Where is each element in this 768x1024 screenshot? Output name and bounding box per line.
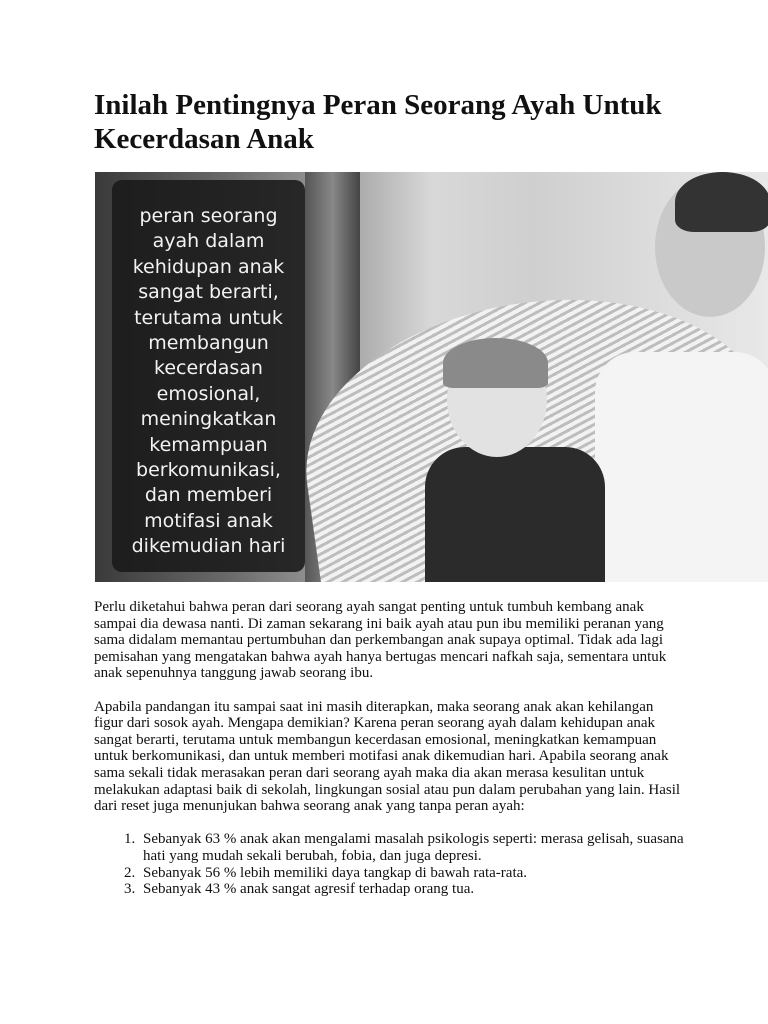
caption-line: dikemudian hari [131, 535, 286, 558]
caption-line: ayah dalam [152, 230, 265, 253]
father-figure [595, 352, 768, 582]
paragraph: Apabila pandangan itu sampai saat ini masih diterapkan, maka seorang anak akan kehilangan figur dari sosok ayah. Mengapa demikian? Karena peran seorang ayah dalam kehidupan anak sangat berarti, terutama untuk membangun kecerdasan emosional, meningkatkan kemampuan untuk berkomunikasi, dan untuk memberi motifasi anak dikemudian hari. Apabila seorang anak sama sekali tidak merasakan peran dari seorang ayah maka dia akan merasa kesulitan untuk melakukan adaptasi baik di sekolah, lingkungan sosial atau pun dalam perubahan yang lain. Hasil dari reset juga menunjukan bahwa seorang anak yang tanpa peran ayah: [94, 698, 681, 815]
caption-line: emosional, [156, 382, 261, 405]
boy-figure [425, 447, 605, 582]
list-item: 1. Sebanyak 63 % anak akan mengalami masalah psikologis seperti: merasa gelisah, suasana hati yang mudah sekali berubah, fobia, dan juga depresi. [139, 831, 684, 864]
caption-line: meningkatkan [140, 408, 277, 431]
caption-line: berkomunikasi, [136, 459, 281, 482]
caption-line: membangun [148, 332, 269, 355]
statistics-list [94, 831, 684, 897]
image-caption-overlay [112, 180, 305, 572]
caption-line: peran seorang [139, 205, 278, 227]
caption-line: motifasi anak [144, 509, 273, 532]
father-son-hammock-photo [95, 172, 768, 582]
caption-line: dan memberi [144, 484, 273, 507]
caption-line: kemampuan [149, 433, 268, 456]
caption-line: kehidupan anak [132, 255, 285, 278]
caption-line: kecerdasan [154, 357, 263, 380]
boy-hair [443, 338, 548, 388]
list-item: 2. Sebanyak 56 % lebih memiliki daya tangkap di bawah rata-rata. [139, 865, 684, 882]
article-title: Inilah Pentingnya Peran Seorang Ayah Untuk Kecerdasan Anak [94, 89, 662, 155]
father-hair [675, 172, 768, 232]
paragraph: Perlu diketahui bahwa peran dari seorang ayah sangat penting untuk tumbuh kembang anak sampai dia dewasa nanti. Di zaman sekarang ini baik ayah atau pun ibu memiliki peranan yang sama didalam memantau pertumbuhan dan perkembangan anak supaya optimal. Tidak ada lagi pemisahan yang mengatakan bahwa ayah hanya bertugas mencari nafkah saja, sementara untuk anak sepenuhnya tanggung jawab seorang ibu. [94, 599, 667, 682]
list-item: 3. Sebanyak 43 % anak sangat agresif terhadap orang tua. [139, 881, 684, 898]
article-body [94, 599, 684, 898]
caption-line: terutama untuk [134, 306, 283, 329]
caption-line: sangat berarti, [138, 281, 279, 304]
